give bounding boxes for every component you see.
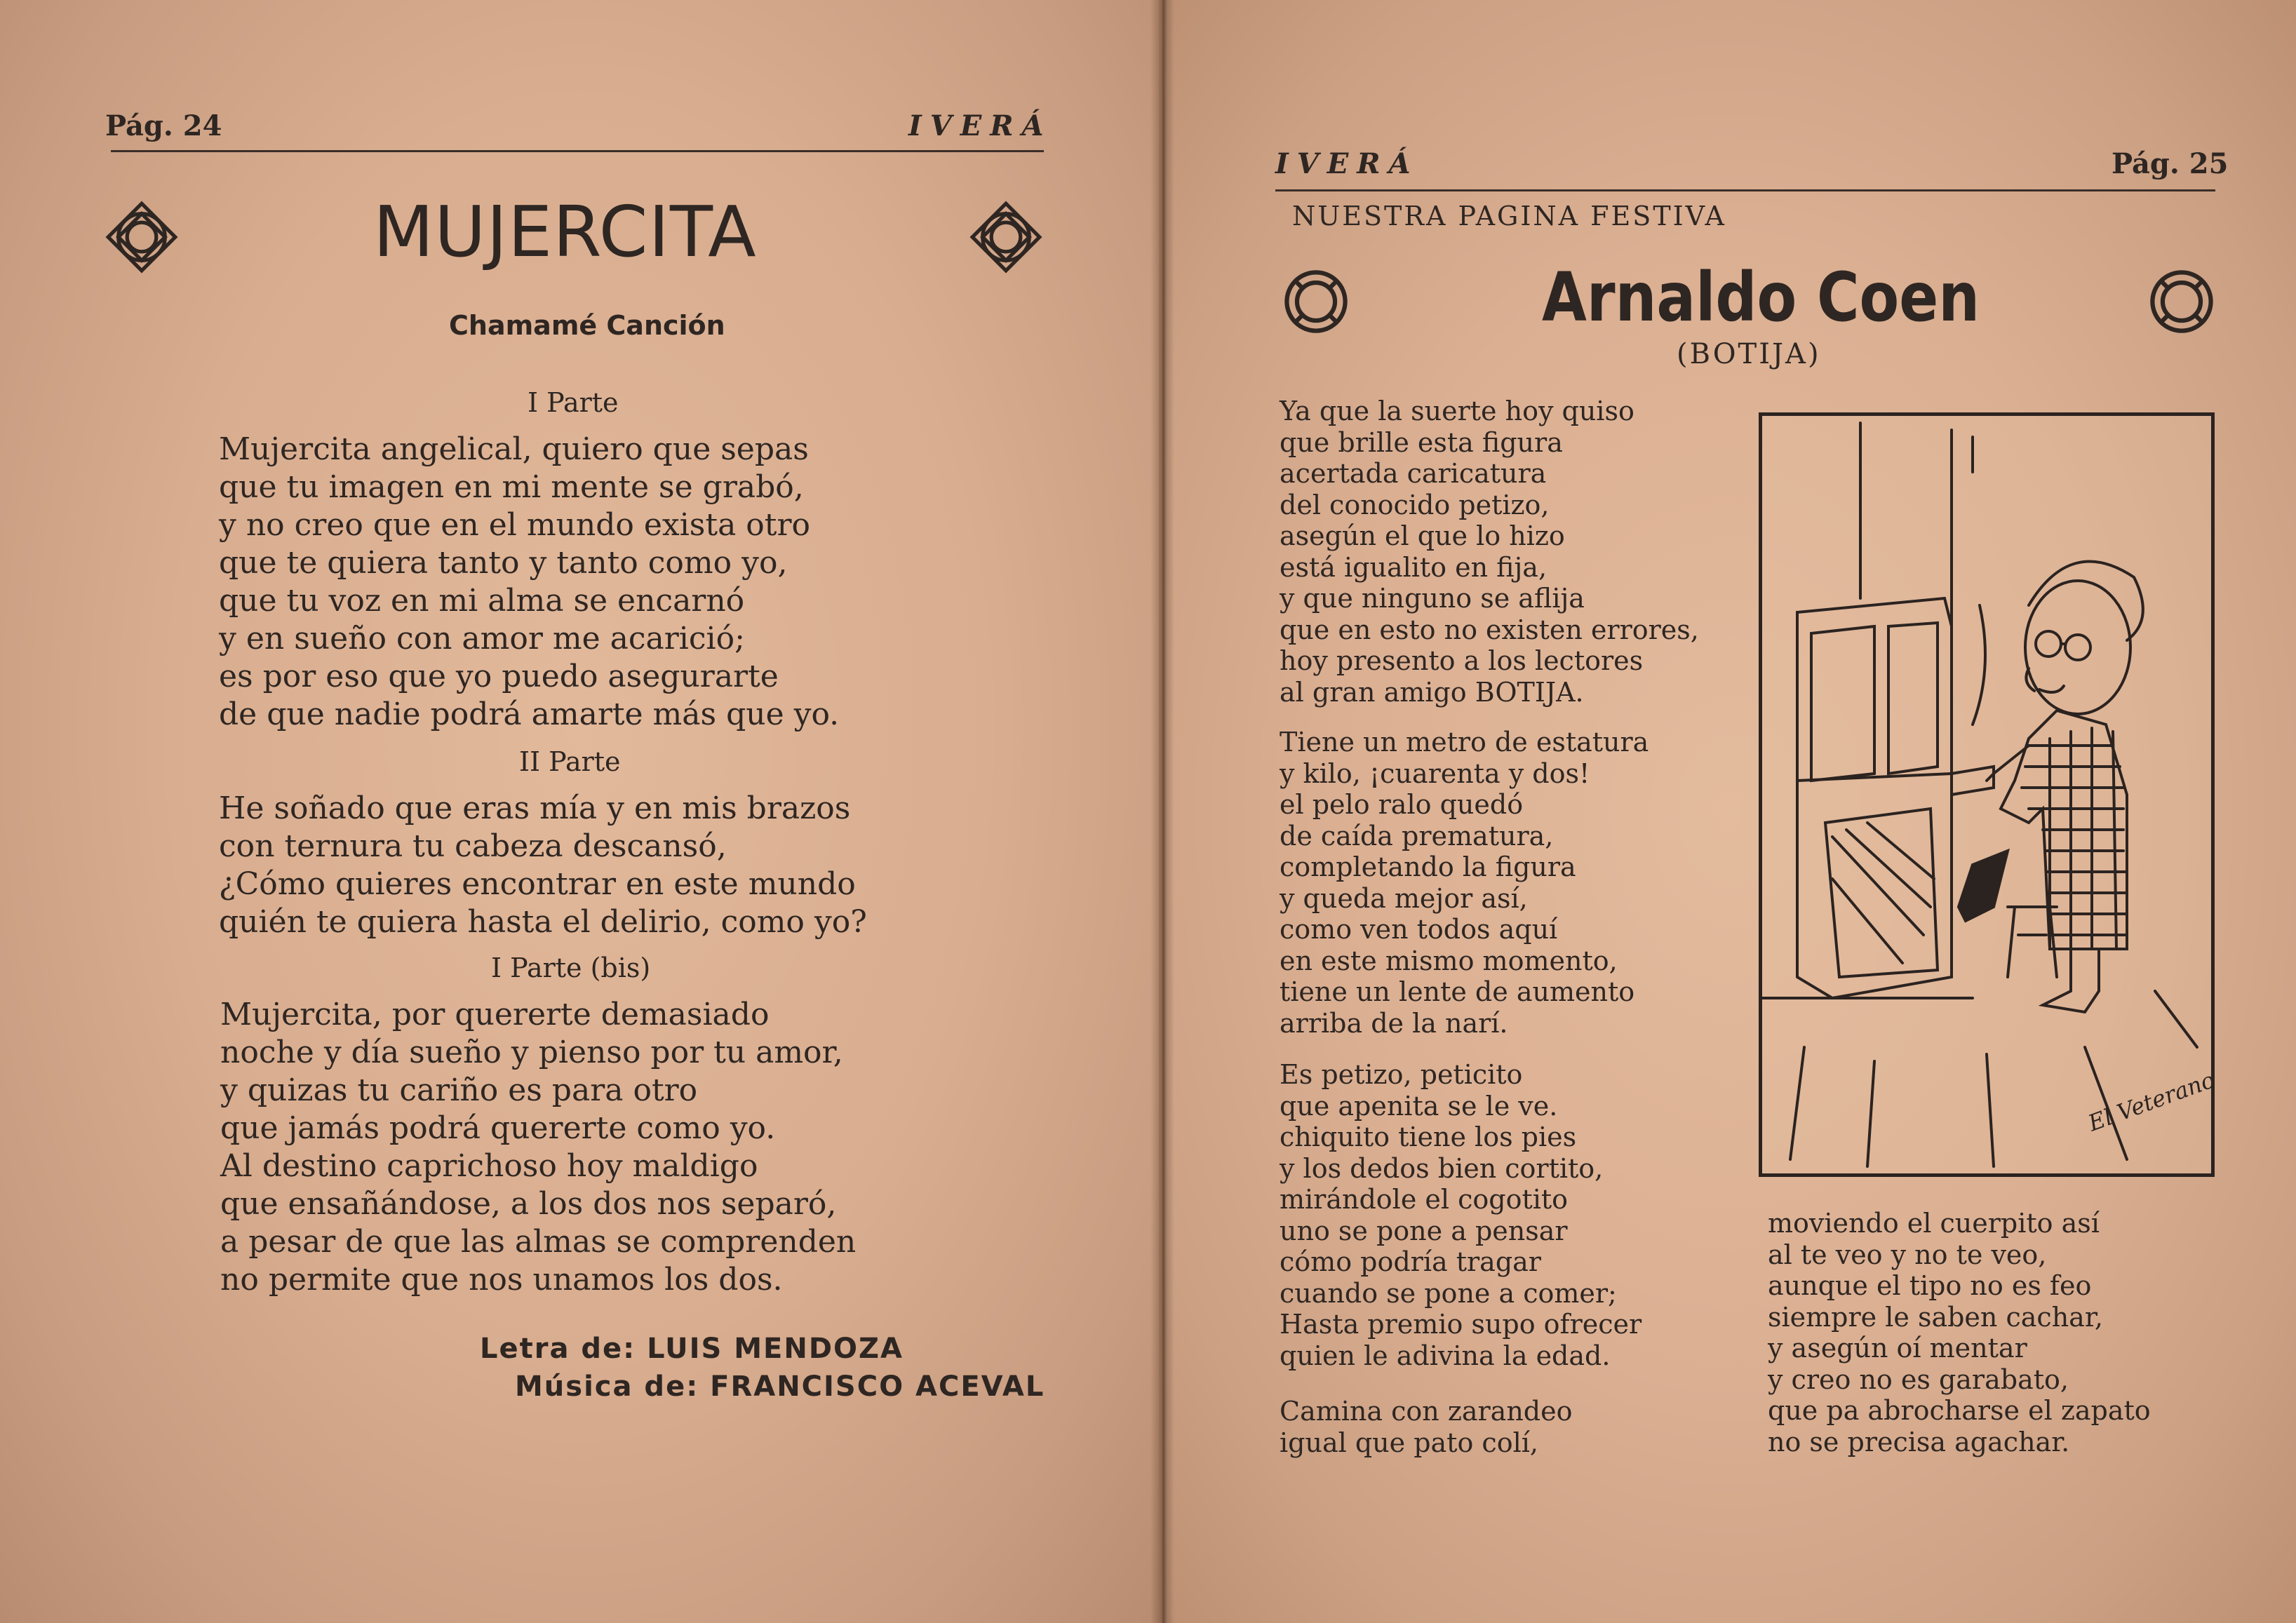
poem-line: al te veo y no te veo, [1768,1239,2047,1270]
poem-stanza-3 [1280,1059,1642,1371]
verse-line: que tu imagen en mi mente se grabó, [219,469,804,505]
verse-line: Al destino caprichoso hoy maldigo [220,1148,758,1184]
poem-line: que pa abrocharse el zapato [1768,1395,2151,1426]
verse-part-2 [219,790,867,941]
poem-line: asegún el que lo hizo [1280,520,1565,551]
music-credit-label: Música de: [515,1371,699,1403]
song-subtitle: Chamamé Canción [449,310,725,341]
poem-line: del conocido petizo, [1280,489,1550,520]
right-page-number: Pág. 25 [2112,147,2229,180]
lyrics-credit-name: LUIS MENDOZA [647,1333,904,1365]
verse-line: que jamás podrá quererte como yo. [220,1110,776,1146]
poem-stanza-2 [1280,727,1649,1039]
verse-line: ¿Cómo quieres encontrar en este mundo [219,866,856,902]
poem-line: y asegún oí mentar [1768,1333,2027,1363]
poem-line: que en esto no existen errores, [1280,614,1699,645]
verse-line: y en sueño con amor me acarició; [219,621,745,656]
verse-line: Mujercita, por quererte demasiado [220,997,770,1032]
poem-line: siempre le saben cachar, [1768,1301,2103,1333]
poem-line: quien le adivina la edad. [1280,1340,1611,1371]
poem-line: no se precisa agachar. [1768,1426,2070,1457]
verse-line: quién te quiera hasta el delirio, como yo? [219,904,867,940]
verse-part-1 [219,431,839,734]
feature-nickname: (BOTIJA) [1677,338,1821,370]
poem-stanza-5 [1768,1208,2151,1457]
poem-line: está igualito en fija, [1280,551,1548,583]
celtic-knot-ornament-left [105,201,178,274]
verse-line: que te quiera tanto y tanto como yo, [219,545,788,581]
poem-line: y kilo, ¡cuarenta y dos! [1280,757,1590,789]
poem-line: igual que pato colí, [1280,1427,1538,1458]
poem-line: Ya que la suerte hoy quiso [1280,396,1634,426]
poem-line: al gran amigo BOTIJA. [1280,676,1584,708]
poem-line: Es petizo, peticito [1280,1059,1523,1090]
poem-line: uno se pone a pensar [1280,1215,1568,1246]
verse-line: que tu voz en mi alma se encarnó [219,583,745,619]
music-credit-name: FRANCISCO ACEVAL [710,1371,1045,1403]
illustrator-signature: El Veterano [2084,1066,2211,1137]
poem-line: como ven todos aquí [1280,914,1558,945]
poem-line: de caída prematura, [1280,820,1554,851]
lyrics-credit [480,1333,904,1365]
verse-line: a pesar de que las almas se comprenden [220,1224,857,1260]
verse-line: y quizas tu cariño es para otro [220,1072,698,1108]
verse-line: Mujercita angelical, quiero que sepas [219,431,809,467]
verse-line: que ensañándose, a los dos nos separó, [220,1186,837,1222]
poem-line: Hasta premio supo ofrecer [1280,1309,1642,1340]
poem-line: y los dedos bien cortito, [1280,1152,1604,1184]
poem-line: Camina con zarandeo [1280,1396,1573,1427]
verse-line: y no creo que en el mundo exista otro [219,507,810,543]
poem-stanza-1 [1280,396,1699,708]
poem-line: hoy presento a los lectores [1280,645,1644,676]
lyrics-credit-label: Letra de: [480,1333,636,1365]
caricature-illustration [1759,412,2215,1177]
book-gutter [1150,0,1174,1623]
poem-line: y que ninguno se aflija [1280,583,1585,614]
poem-line: Tiene un metro de estatura [1280,727,1649,757]
left-page-number: Pág. 24 [105,109,222,142]
left-header-rule [111,150,1044,152]
poem-line: acertada caricatura [1280,458,1547,489]
poem-line: en este mismo momento, [1280,945,1618,976]
verse-line: con ternura tu cabeza descansó, [219,828,727,864]
celtic-knot-ornament-right [969,201,1042,274]
feature-title: Arnaldo Coen [1542,258,1980,337]
music-credit [515,1371,1045,1403]
left-magazine-name: IVERÁ [908,109,1052,142]
poem-line: cuando se pone a comer; [1280,1277,1617,1309]
poem-line: arriba de la narí. [1280,1007,1508,1039]
verse-line: no permite que nos unamos los dos. [220,1262,783,1298]
poem-line: cómo podría tragar [1280,1246,1541,1277]
verse-line: He soñado que eras mía y en mis brazos [219,790,851,826]
poem-line: mirándole el cogotito [1280,1184,1569,1215]
right-magazine-name: IVERÁ [1275,147,1419,180]
part-label-1: I Parte [528,387,619,418]
poem-line: el pelo ralo quedó [1280,789,1524,820]
verse-part-3 [220,996,856,1299]
verse-line: de que nadie podrá amarte más que yo. [219,696,840,732]
section-label: NUESTRA PAGINA FESTIVA [1292,201,1726,231]
song-title: MUJERCITA [373,191,757,273]
poem-line: que brille esta figura [1280,426,1563,458]
poem-stanza-4 [1280,1396,1573,1458]
poem-line: y creo no es garabato, [1768,1363,2069,1395]
poem-line: moviendo el cuerpito así [1768,1208,2100,1239]
piano-player-drawing [1762,416,2211,1173]
poem-line: que apenita se le ve. [1280,1090,1558,1122]
knot-ornament-right [2145,265,2218,338]
poem-line: completando la figura [1280,851,1576,882]
poem-line: aunque el tipo no es feo [1768,1270,2092,1301]
poem-line: tiene un lente de aumento [1280,976,1635,1007]
verse-line: es por eso que yo puedo asegurarte [219,659,779,694]
right-header-rule [1275,189,2215,191]
knot-ornament-left [1280,265,1352,338]
poem-line: y queda mejor así, [1280,882,1528,914]
verse-line: noche y día sueño y pienso por tu amor, [220,1035,843,1070]
poem-line: chiquito tiene los pies [1280,1122,1577,1152]
part-label-2: II Parte [519,746,621,777]
part-label-3: I Parte (bis) [491,952,651,983]
